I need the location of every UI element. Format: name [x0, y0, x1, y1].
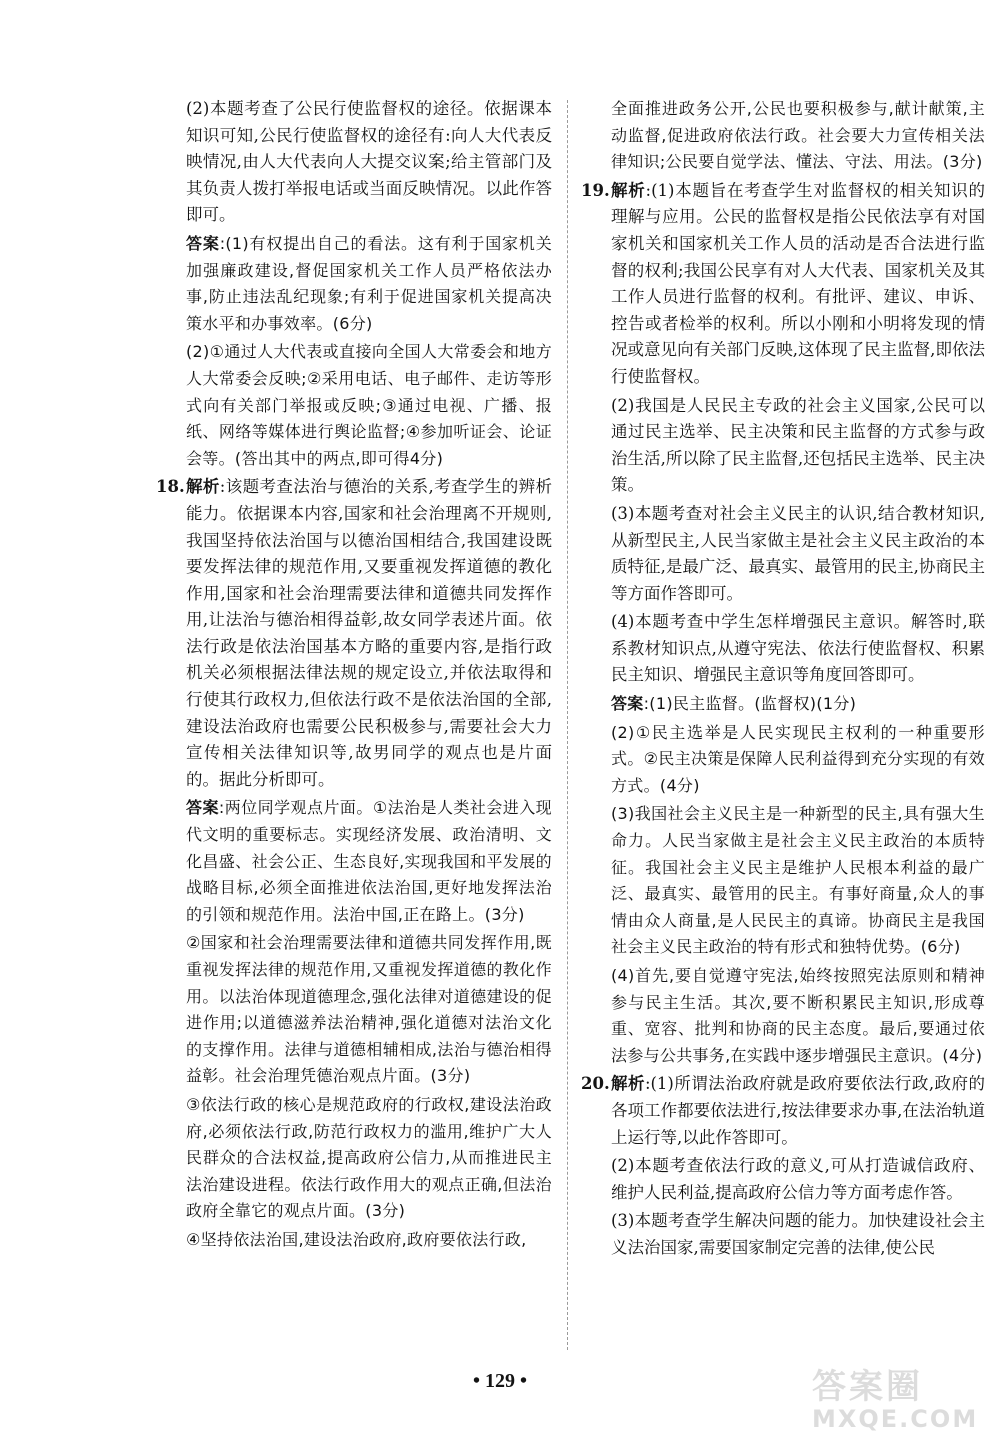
- paragraph-text: :两位同学观点片面。①法治是人类社会进入现代文明的重要标志。实现经济发展、政治清明、文化昌盛、社会公正、生态良好,实现我国和平发展的战略目标,必须全面推进依法治国,更好地发挥法治的引领和规范作用。法治中国,正在路上。(3分): [186, 798, 552, 924]
- paragraph-text: (2)本题考查依法行政的意义,可从打造诚信政府、维护人民利益,提高政府公信力等方面考虑作答。: [611, 1156, 985, 1202]
- answer-paragraph: [160, 795, 552, 928]
- text-paragraph: [585, 720, 985, 800]
- text-paragraph: [585, 609, 985, 689]
- question-block: [581, 178, 986, 391]
- text-paragraph: [160, 339, 552, 472]
- text-paragraph: [160, 1227, 552, 1254]
- page-number: • 129 •: [472, 1370, 527, 1392]
- answer-paragraph: [160, 231, 552, 337]
- text-paragraph: [160, 96, 552, 229]
- paragraph-text: :该题考查法治与德治的关系,考查学生的辨析能力。依据课本内容,国家和社会治理离不开规则,我国坚持依法治国与以德治国相结合,我国建设既要发挥法律的规范作用,又要重视发挥道德的教化作用,国家和社会治理需要法律和道德共同发挥作用,让法治与德治相得益彰,故女同学表述片面。依法行政是依法治国基本方略的重要内容,是指行政机关必须根据法律法规的规定设立,并依法取得和行使其行政权力,但依法行政不是依法治国的全部,建设法治政府也需要公民积极参与,需要社会大力宣传相关法律知识等,故男同学的观点也是片面的。据此分析即可。: [186, 477, 552, 789]
- text-paragraph: [585, 1153, 985, 1206]
- watermark-url: MXQE.COM: [812, 1405, 979, 1433]
- text-paragraph: [585, 1208, 985, 1261]
- paragraph-text: :(1)本题旨在考查学生对监督权的相关知识的理解与应用。公民的监督权是指公民依法享有对国家机关和国家机关工作人员的活动是否合法进行监督的权利;我国公民享有对人大代表、国家机关及其工作人员进行监督的权利。有批评、建议、申诉、控告或者检举的权利。所以小刚和小明将发现的情况或意见向有关部门反映,这体现了民主监督,即依法行使监督权。: [611, 180, 986, 386]
- paragraph-text: (2)本题考查了公民行使监督权的途径。依据课本知识可知,公民行使监督权的途径有:向人大代表反映情况,由人大代表向人大提交议案;给主管部门及其负责人拨打举报电话或当面反映情况。以此作答即可。: [186, 99, 552, 225]
- question-block: [156, 474, 552, 793]
- paragraph-text: (3)本题考查学生解决问题的能力。加快建设社会主义法治国家,需要国家制定完善的法律,使公民: [611, 1211, 985, 1257]
- watermark-logo: [812, 1368, 990, 1434]
- paragraph-text: (4)本题考查中学生怎样增强民主意识。解答时,联系教材知识点,从遵守宪法、依法行使监督权、积累民主知识、增强民主意识等角度回答即可。: [611, 612, 985, 685]
- paragraph-text: (2)我国是人民民主专政的社会主义国家,公民可以通过民主选举、民主决策和民主监督的方式参与政治生活,所以除了民主监督,还包括民主选举、民主决策。: [611, 395, 985, 495]
- question-block: [581, 1071, 985, 1151]
- text-paragraph: [160, 1092, 552, 1225]
- text-paragraph: [585, 393, 985, 499]
- paragraph-text: (4)首先,要自觉遵守宪法,始终按照宪法原则和精神参与民主生活。其次,要不断积累民主知识,形成尊重、宽容、批判和协商的民主态度。最后,要通过依法参与公共事务,在实践中逐步增强民主意识。(4分): [611, 966, 985, 1065]
- section-label: 解析: [611, 180, 646, 200]
- question-number: 18.: [156, 477, 185, 497]
- section-label: 答案: [611, 694, 644, 714]
- answer-paragraph: [585, 691, 985, 718]
- paragraph-text: 全面推进政务公开,公民也要积极参与,献计献策,主动监督,促进政府依法行政。社会要大力宣传相关法律知识;公民要自觉学法、懂法、守法、用法。(3分): [611, 99, 985, 172]
- text-paragraph: [585, 96, 985, 176]
- paragraph-text: (3)我国社会主义民主是一种新型的民主,具有强大生命力。人民当家做主是社会主义民主政治的本质特征。我国社会主义民主是维护人民根本利益的最广泛、最真实、最管用的民主。有事好商量,众人的事情由众人商量,是人民民主的真谛。协商民主是我国社会主义民主政治的特有形式和独特优势。(6分): [611, 804, 985, 957]
- question-number: 20.: [581, 1074, 610, 1094]
- paragraph-text: ③依法行政的核心是规范政府的行政权,建设法治政府,必须依法行政,防范行政权力的滥用,维护广大人民群众的合法权益,提高政府公信力,从而推进民主法治建设进程。依法行政作用大的观点正确,但法治政府全靠它的观点片面。(3分): [186, 1094, 552, 1221]
- text-paragraph: [585, 501, 985, 607]
- question-number: 19.: [581, 180, 610, 200]
- section-label: 答案: [186, 798, 219, 818]
- paragraph-text: (3)本题考查对社会主义民主的认识,结合教材知识,从新型民主,人民当家做主是社会主义民主政治的本质特征,是最广泛、最真实、最管用的民主,协商民主等方面作答即可。: [611, 503, 985, 603]
- paragraph-text: :(1)有权提出自己的看法。这有利于国家机关加强廉政建设,督促国家机关工作人员严格依法办事,防止违法乱纪现象;有利于促进国家机关提高决策水平和办事效率。(6分): [186, 233, 553, 333]
- paragraph-text: (2)①民主选举是人民实现民主权利的一种重要形式。②民主决策是保障人民利益得到充分实现的有效方式。(4分): [611, 722, 985, 795]
- paragraph-text: :(1)民主监督。(监督权)(1分): [643, 694, 857, 714]
- right-column: [581, 96, 986, 1262]
- left-column: [156, 96, 553, 1254]
- section-label: 解析: [611, 1074, 645, 1094]
- text-paragraph: [585, 963, 985, 1069]
- paragraph-text: ②国家和社会治理需要法律和道德共同发挥作用,既重视发挥法律的规范作用,又重视发挥道德的教化作用。以法治体现道德理念,强化法律对道德建设的促进作用;以道德滋养法治精神,强化道德对法治文化的支撑作用。法律与道德相辅相成,法治与德治相得益彰。社会治理凭德治观点片面。(3分): [186, 933, 552, 1086]
- text-paragraph: [585, 801, 985, 961]
- section-label: 解析: [186, 477, 220, 497]
- paragraph-text: :(1)所谓法治政府就是政府要依法行政,政府的各项工作都要依法进行,按法律要求办事,在法治轨道上运行等,以此作答即可。: [611, 1074, 985, 1147]
- section-label: 答案: [186, 233, 220, 253]
- text-paragraph: [160, 930, 552, 1090]
- watermark-text: 答案圈: [812, 1367, 923, 1407]
- paragraph-text: ④坚持依法治国,建设法治政府,政府要依法行政,: [186, 1229, 527, 1249]
- paragraph-text: (2)①通过人大代表或直接向全国人大常委会和地方人大常委会反映;②采用电话、电子邮件、走访等形式向有关部门举报或反映;③通过电视、广播、报纸、网络等媒体进行舆论监督;④参加听证会、论证会等。(答出其中的两点,即可得4分): [186, 342, 552, 468]
- column-divider: [567, 100, 568, 1350]
